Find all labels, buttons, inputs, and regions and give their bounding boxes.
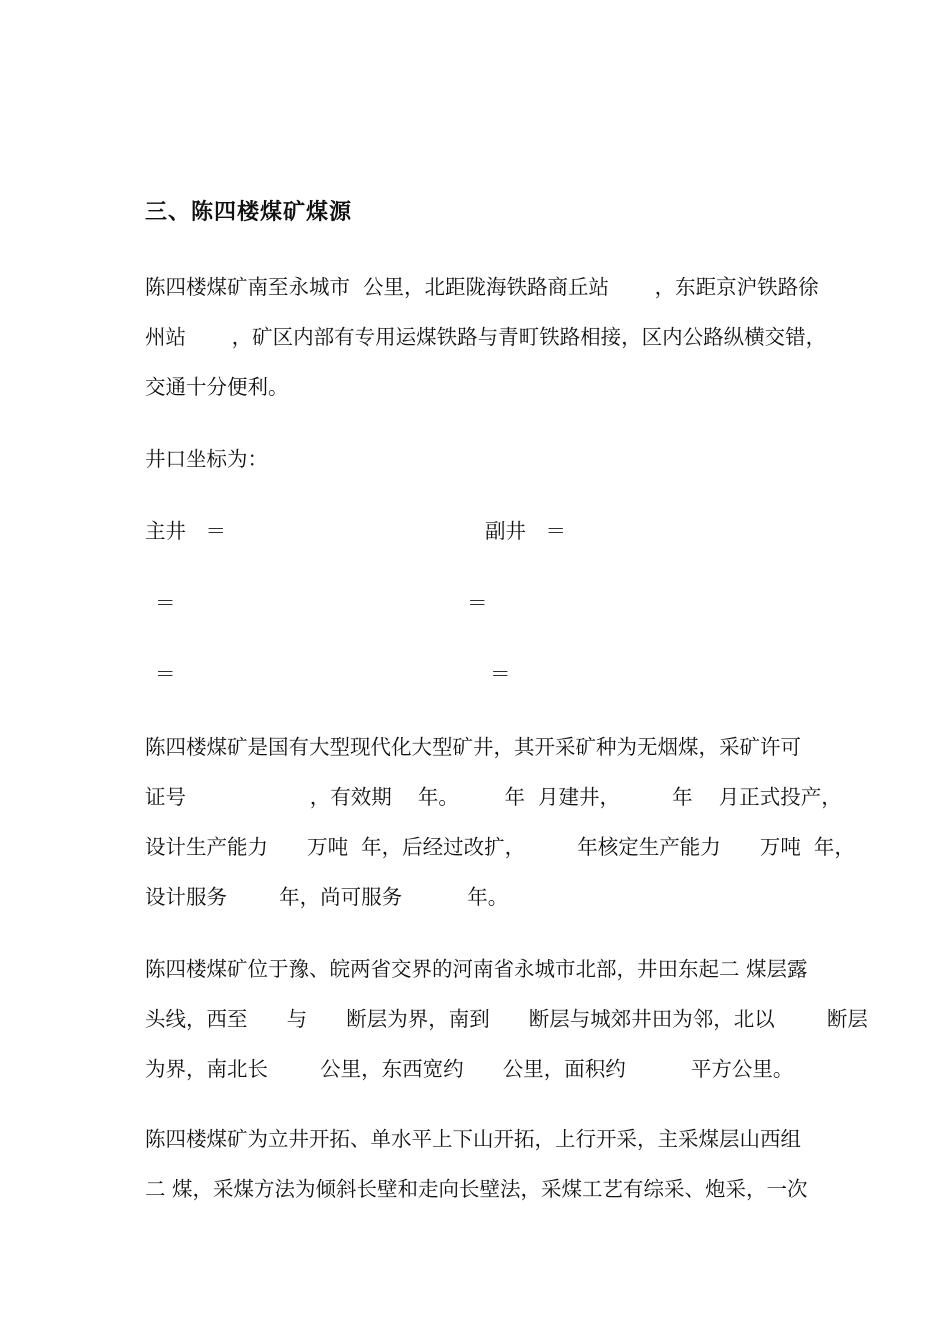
paragraph-line: 陈四楼煤矿是国有大型现代化大型矿井，其开采矿种为无烟煤，采矿许可 [145,735,801,759]
paragraph-line: 证号 ，有效期 年。 年 月建井， 年 月正式投产， [145,785,842,809]
main-shaft-label: 主井 ＝ [145,519,227,543]
paragraph-line: 为界，南北长 公里，东西宽约 公里，面积约 平方公里。 [145,1057,794,1081]
paragraph-line: 陈四楼煤矿位于豫、皖两省交界的河南省永城市北部，井田东起二 煤层露 [145,957,808,981]
paragraph-location [145,262,869,412]
coord-row3-left: ＝ [155,662,176,686]
paragraph-line: 头线，西至 与 断层为界，南到 断层与城郊井田为邻，北以 断层 [145,1007,868,1031]
paragraph-mine-overview [145,722,869,922]
paragraph-line: 陈四楼煤矿南至永城市 公里，北距陇海铁路商丘站 ，东距京沪铁路徐 [145,275,819,299]
coord-row2-left: ＝ [155,591,176,615]
paragraph-mine-location [145,944,869,1094]
paragraph-line: 陈四楼煤矿为立井开拓、单水平上下山开拓，上行开采，主采煤层山西组 [145,1127,801,1151]
paragraph-line: 井口坐标为： [145,447,268,471]
coord-row3-right: ＝ [490,662,511,686]
paragraph-line: 设计服务 年，尚可服务 年。 [145,885,509,909]
paragraph-line: 二 煤，采煤方法为倾斜长壁和走向长壁法，采煤工艺有综采、炮采，一次 [145,1177,808,1201]
paragraph-line: 州站 ，矿区内部有专用运煤铁路与青町铁路相接，区内公路纵横交错， [145,325,827,349]
paragraph-line: 设计生产能力 万吨 年，后经过改扩， 年核定生产能力 万吨 年， [145,835,855,859]
coord-row2-right: ＝ [467,591,488,615]
paragraph-coordinates-intro [145,434,869,484]
section-heading: 三、陈四楼煤矿煤源 [145,200,353,225]
paragraph-line: 交通十分便利。 [145,375,289,399]
paragraph-mining-method [145,1114,869,1214]
aux-shaft-label: 副井 ＝ [485,519,567,543]
